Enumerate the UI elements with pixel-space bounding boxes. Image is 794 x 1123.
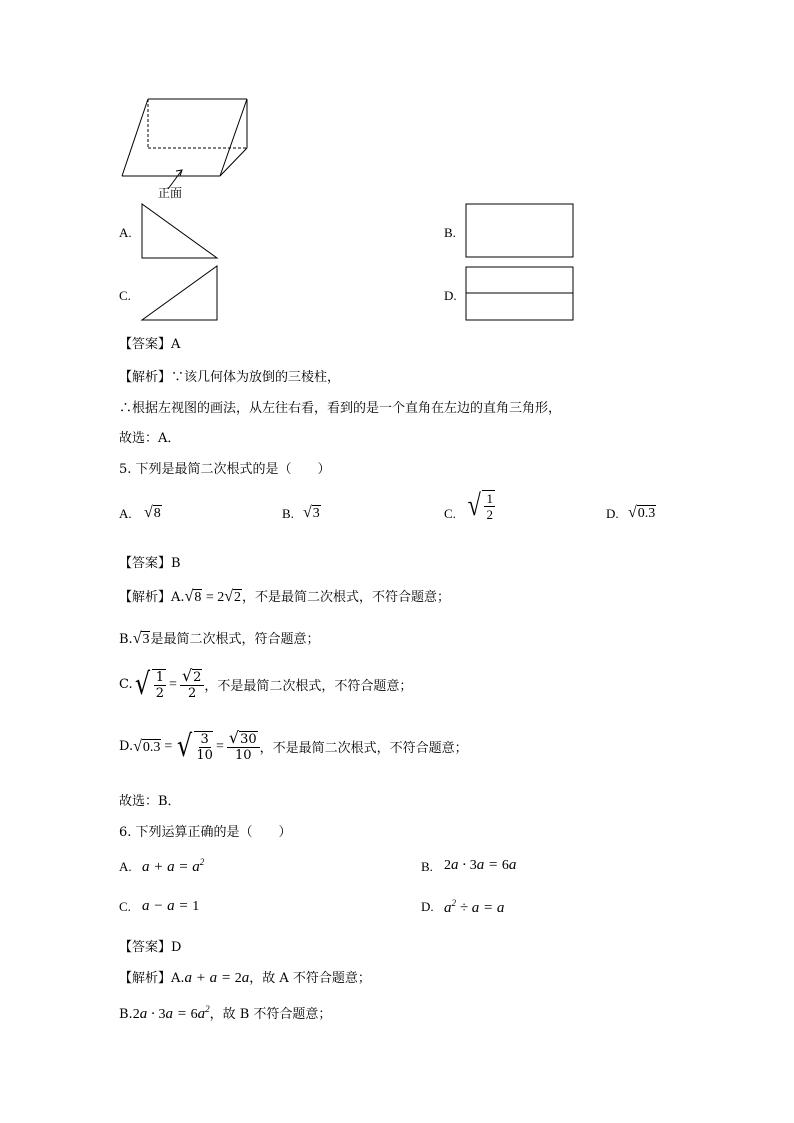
q6-option-a-expr: $a + a = a^2$ — [142, 857, 205, 875]
split-rectangle-option-d — [465, 266, 575, 322]
q4-analysis-line1: 【解析】∵该几何体为放倒的三棱柱， — [119, 370, 341, 385]
q4-option-d-label: D. — [444, 288, 457, 303]
q4-option-b-label: B. — [444, 225, 456, 240]
q5-option-c-expr: √ $\frac{1}{2}$ — [467, 489, 493, 522]
q4-option-a-label: A. — [119, 225, 132, 240]
q4-option-c-label: C. — [119, 288, 131, 303]
q6-option-c-label: C. — [119, 899, 131, 914]
prism-figure — [110, 90, 260, 195]
q5-option-d-expr: √0.3 — [628, 504, 656, 521]
q4-analysis-line3: 故选：A． — [119, 431, 181, 446]
q6-analysis-a: 【解析】A.a + a = 2a，故 A 不符合题意； — [119, 970, 371, 986]
rectangle-option-b — [465, 203, 575, 259]
q4-analysis-line2: ∴根据左视图的画法，从左往右看，看到的是一个直角在左边的直角三角形， — [119, 401, 562, 416]
right-triangle-right-option-c — [140, 265, 220, 322]
q5-answer: 【答案】B — [119, 556, 181, 571]
q5-option-a-expr: √8 — [144, 504, 161, 521]
q6-option-b-expr: 2a · 3a = 6a — [444, 857, 517, 873]
q6-option-d-expr: $a^2 \div a = a$ — [444, 898, 505, 916]
q6-stem: 6. 下列运算正确的是（ ） — [119, 825, 292, 840]
q5-option-b-expr: √3 — [303, 504, 320, 521]
q5-analysis-d: D. √0.3 = √ $\frac{3}{10}$ = $\frac{√30}{10}$ ，不是最简二次根式，不符合题意； — [119, 728, 468, 764]
q6-option-c-expr: a − a = 1 — [142, 898, 200, 914]
q5-analysis-a: 【解析】A.√8 = 2√2，不是最简二次根式，不符合题意； — [119, 588, 451, 605]
front-label: 正面 — [158, 186, 183, 200]
q6-option-a-label: A. — [119, 859, 132, 874]
q5-analysis-c: C. √ $\frac{1}{2}$ = $\frac{√2}{2}$ ，不是最简二次根式，不符合题意； — [119, 666, 413, 702]
q6-analysis-b: $B.2a \cdot 3a = 6a^2$，故 B 不符合题意； — [119, 1004, 332, 1022]
q5-option-a-label: A. — [119, 506, 132, 521]
q5-option-b-label: B. — [282, 506, 294, 521]
q6-option-b-label: B. — [421, 859, 433, 874]
right-triangle-left-option-a — [140, 203, 220, 260]
q6-answer: 【答案】D — [119, 940, 182, 955]
q6-option-d-label: D. — [421, 899, 434, 914]
q5-analysis-b: B.√3是最简二次根式，符合题意； — [119, 630, 320, 647]
q4-answer: 【答案】A — [119, 337, 181, 352]
q5-stem: 5. 下列是最简二次根式的是（ ） — [119, 462, 331, 477]
q5-conclusion: 故选：B． — [119, 794, 181, 809]
q5-option-d-label: D. — [606, 506, 619, 521]
q5-option-c-label: C. — [444, 506, 456, 521]
